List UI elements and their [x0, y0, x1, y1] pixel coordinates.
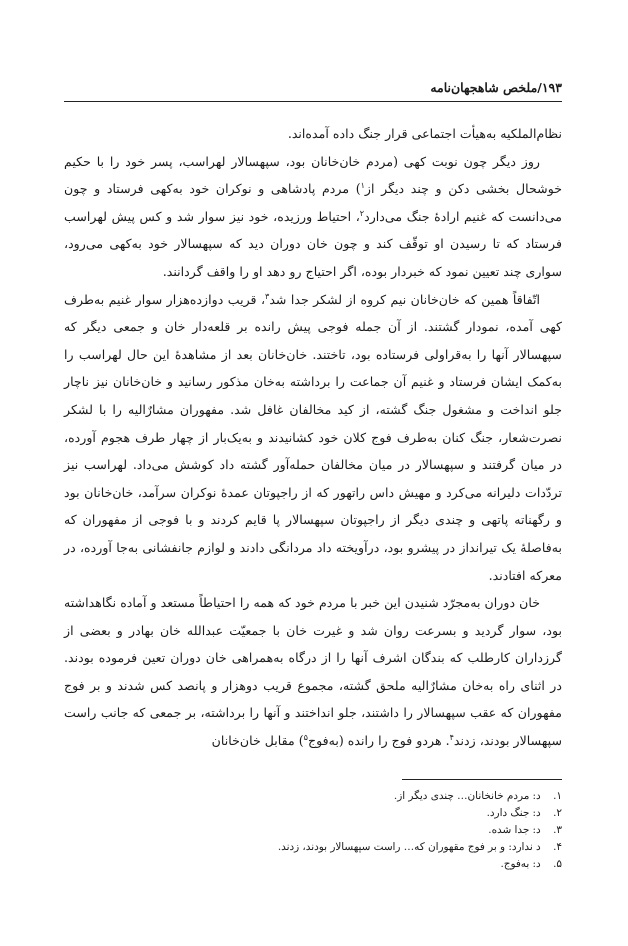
paragraph	[64, 589, 562, 755]
footnote-marker[interactable]: ۵	[303, 732, 308, 742]
footnote-number: ۵.	[553, 858, 562, 870]
page-number: ۱۹۳	[541, 80, 562, 95]
header-rule	[64, 101, 562, 102]
footnote-item	[64, 788, 562, 805]
footnote-marker[interactable]: ۴	[449, 732, 454, 742]
footnote-marker[interactable]: ۱	[360, 181, 365, 190]
footnote-item	[64, 839, 562, 856]
footnote-text: د ندارد: و بر فوج مقهوران که… راست سپهسالار بودند، زدند.	[277, 841, 541, 853]
footnote-item	[64, 822, 562, 839]
footnote-rule	[402, 779, 562, 780]
body-text	[64, 120, 562, 755]
paragraph	[64, 120, 562, 148]
footnote-item	[64, 805, 562, 822]
paragraph-text: ، احتیاط ورزیده، خود نیز سوار شد و کس پیش لهراسب فرستاد که تا رسیدن او توقّف کند و چون خان دوران دید که سپهسالار خود به‌کهی می‌رود، سواری چند تعیین نمود که خبردار بوده، اگر احتیاج رو دهد او را واقف گردانند.	[64, 208, 562, 279]
footnote-text: د: جنگ دارد.	[486, 807, 541, 819]
paragraph	[64, 286, 562, 590]
header-separator: /	[537, 80, 542, 95]
paragraph-text: خان دوران به‌مجرّد شنیدن این خبر با مردم خود که همه را احتیاطاً مستعد و آماده نگاهداشته بود، سوار گردید و بسرعت روان شد و غیرت خان با جمعیّت عبدالله خان بهادر و بعضی از گرزداران کارطلب که بندگان اشرف آنها را از درگاه به‌همراهی خان دوران تعین فرموده بودند. در اثنای راه به‌خان مشارٌالیه ملحق گشته، مجموع قریب دوهزار و پانصد کس شدند و بر فوج مفهوران که عقب سپهسالار را داشتند، جلو انداختند و آنها را برداشته، بر جمعی که جانب راست سپهسالار بودند، زدند	[64, 595, 562, 749]
footnote-number: ۴.	[553, 841, 562, 853]
footnote-text: د: به‌فوج.	[500, 858, 541, 870]
running-title: ملخص شاهجهان‌نامه	[430, 80, 538, 95]
footnote-marker[interactable]: ۲	[359, 208, 365, 218]
running-header	[64, 80, 562, 96]
paragraph-text: ) مردم پادشاهی و نوکران خود به‌کهی فرستاد و چون می‌دانست که غنیم ارادهٔ جنگ می‌دارد	[64, 181, 562, 224]
footnote-item	[64, 856, 562, 873]
paragraph-text: . هردو فوج را رانده (به‌فوج	[307, 733, 450, 749]
footnote-number: ۳.	[553, 824, 562, 836]
footnote-marker[interactable]: ۳	[265, 291, 270, 301]
paragraph-text: اتّفاقاً همین که خان‌خانان نیم کروه از لشکر جدا شد	[269, 291, 540, 307]
footnote-text: د: مردم خانخانان… چندی دیگر از.	[393, 790, 541, 802]
paragraph	[64, 148, 562, 286]
paragraph-text: ، قریب دوازده‌هزار سوار غنیم به‌طرف کهی آمده، نمودار گشتند. از آن جمله فوجی پیش رانده بر قلعه‌دار خان و جمعی دیگر که سپهسالار آنها را به‌قراولی فرستاده بود، تاختند. خان‌خانان بعد از مشاهدهٔ این حال لهراسب را به‌کمک ایشان فرستاد و غنیم آن جماعت را برداشته به‌خان مذکور رسانید و خان‌خانان نیز ناچار جلو انداخت و مشغول جنگ گشته، از کید مخالفان غافل شد. مفهوران مشارٌالیه را با لشکر نصرت‌شعار، جنگ کنان به‌طرف فوج کلان خود کشانیدند و به‌یک‌بار از چهار طرف هجوم آورده، در میان گرفتند و سپهسالار در میان مخالفان حمله‌آور گشته داد کوشش می‌داد. لهراسب نیز تردّدات دلیرانه می‌کرد و مهیش داس راتهور که از راجپوتان عمدهٔ نوکران سرآمد، خان‌خانان بود و رگهناته پاتهی و چندی دیگر از راجپوتان سپهسالار پا قایم کردند و با فوجی از مفهوران که به‌فاصلهٔ یک تیرانداز در پیشرو بود، درآویخته داد مردانگی دادند و لوازم جانفشانی به‌جا آورده، در معرکه افتادند.	[64, 291, 562, 583]
paragraph-text: ) مقابل خان‌خانان	[211, 733, 304, 749]
paragraph-text: روز دیگر چون نوبت کهی (مردم خان‌خانان بود، سپهسالار لهراسب، پسر خود را با حکیم خوشحال بخشی دکن و چند دیگر از	[64, 153, 562, 197]
footnote-number: ۲.	[553, 807, 562, 819]
footnotes-list	[64, 788, 562, 873]
footnote-number: ۱.	[553, 790, 562, 802]
paragraph-text: نظام‌الملکیه به‌هیأت اجتماعی قرار جنگ داده آمده‌اند.	[287, 126, 562, 141]
footnote-text: د: جدا شده.	[488, 824, 541, 836]
